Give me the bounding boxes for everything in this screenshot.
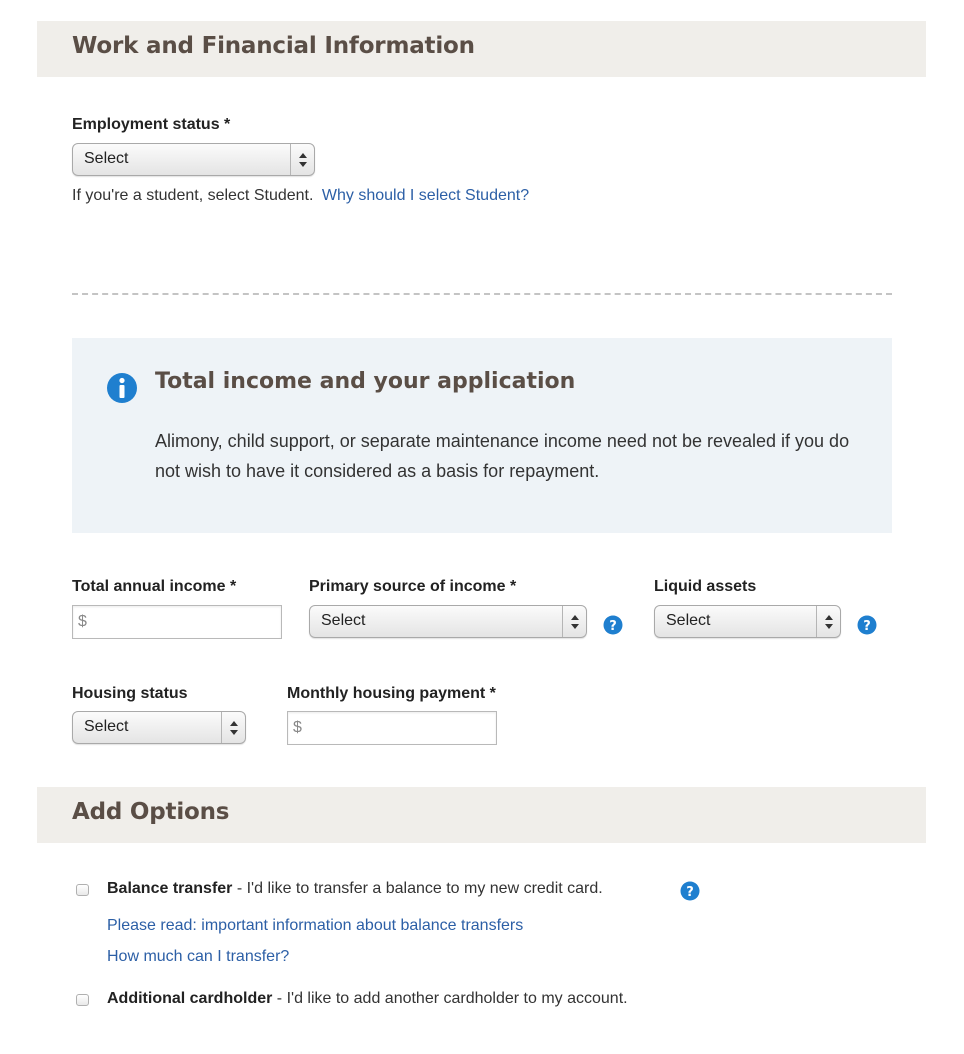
additional-cardholder-checkbox[interactable] (76, 994, 89, 1006)
total-income-label: Total annual income * (72, 578, 237, 595)
select-arrows-icon (816, 606, 840, 637)
monthly-housing-label: Monthly housing payment * (287, 685, 496, 702)
primary-source-selected: Select (321, 612, 366, 629)
housing-status-selected: Select (84, 718, 129, 735)
currency-prefix: $ (293, 719, 302, 736)
balance-transfer-text (107, 880, 603, 898)
dashed-divider (72, 293, 892, 295)
section-title: Add Options (72, 799, 230, 825)
select-arrows-icon (290, 144, 314, 175)
section-title: Work and Financial Information (72, 33, 475, 59)
select-arrows-icon (221, 712, 245, 743)
liquid-assets-select[interactable] (654, 605, 841, 638)
help-icon[interactable] (857, 615, 877, 635)
additional-cardholder-desc: - I'd like to add another cardholder to my account. (272, 990, 628, 1007)
additional-cardholder-title: Additional cardholder (107, 990, 273, 1007)
svg-text:?: ? (686, 885, 694, 900)
info-box-body: Alimony, child support, or separate maintenance income need not be revealed if you do not wish to have it considered as a basis for repayment. (155, 431, 850, 481)
select-arrows-icon (562, 606, 586, 637)
balance-transfer-desc: - I'd like to transfer a balance to my new credit card. (232, 880, 603, 897)
currency-prefix: $ (78, 613, 87, 630)
section-header-add-options (37, 787, 926, 843)
how-much-transfer-link[interactable]: How much can I transfer? (107, 948, 290, 965)
primary-source-select[interactable] (309, 605, 587, 638)
additional-cardholder-text (107, 990, 628, 1008)
info-box (72, 338, 892, 533)
info-icon (106, 372, 138, 404)
employment-hint (72, 187, 529, 205)
housing-status-label: Housing status (72, 685, 188, 702)
primary-source-label: Primary source of income * (309, 578, 517, 595)
help-icon[interactable] (680, 881, 700, 901)
balance-transfer-title: Balance transfer (107, 880, 233, 897)
employment-hint-text: If you're a student, select Student. (72, 187, 314, 204)
help-icon[interactable] (603, 615, 623, 635)
total-income-input[interactable] (72, 605, 282, 639)
liquid-assets-label: Liquid assets (654, 578, 757, 595)
employment-status-label: Employment status * (72, 116, 231, 133)
housing-status-select[interactable] (72, 711, 246, 744)
employment-status-selected: Select (84, 150, 129, 167)
section-header-work-financial (37, 21, 926, 77)
svg-text:?: ? (609, 619, 617, 634)
balance-transfer-info-link[interactable]: Please read: important information about balance transfers (107, 917, 524, 934)
liquid-assets-selected: Select (666, 612, 711, 629)
svg-text:?: ? (863, 619, 871, 634)
why-student-link[interactable]: Why should I select Student? (321, 187, 530, 204)
employment-status-select[interactable] (72, 143, 315, 176)
info-box-title: Total income and your application (155, 369, 576, 394)
monthly-housing-input[interactable] (287, 711, 497, 745)
balance-transfer-checkbox[interactable] (76, 884, 89, 896)
